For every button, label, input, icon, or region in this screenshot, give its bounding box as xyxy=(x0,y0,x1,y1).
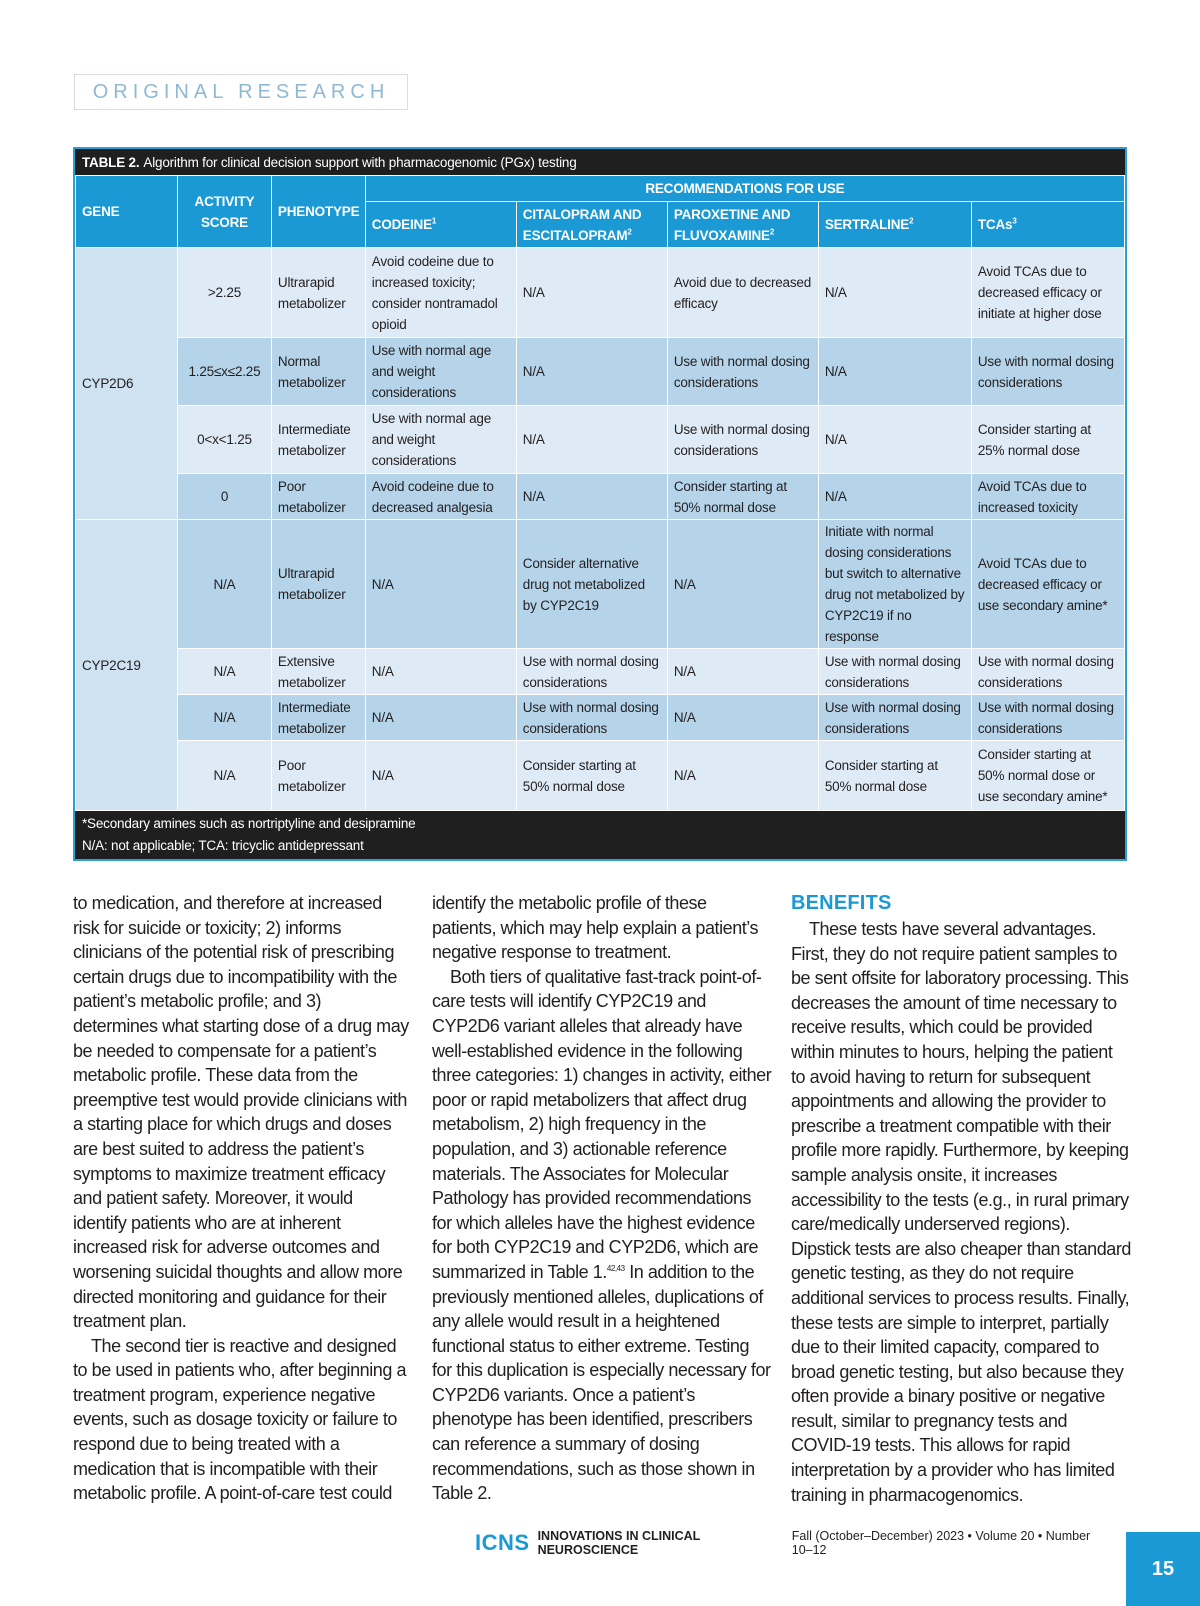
citation-ref: 42,43 xyxy=(606,1263,625,1273)
gene-cell: CYP2C19 xyxy=(76,520,178,811)
header-drug xyxy=(667,202,818,248)
recommendation-cell: N/A xyxy=(365,520,516,649)
header-drug xyxy=(818,202,971,248)
recommendation-cell: Avoid TCAs due to increased toxicity xyxy=(971,474,1124,520)
recommendation-cell: Use with normal age and weight considerations xyxy=(365,406,516,474)
header-drug-name: CITALOPRAM AND ESCITALOPRAM xyxy=(522,206,642,243)
activity-score-cell: 0 xyxy=(178,474,272,520)
recommendation-cell: Use with normal dosing considerations xyxy=(818,695,971,741)
header-gene: GENE xyxy=(76,176,178,248)
header-drug xyxy=(365,202,516,248)
table-caption-label: TABLE 2. xyxy=(82,154,140,170)
phenotype-cell: Ultrarapid metabolizer xyxy=(271,248,365,338)
recommendation-cell: Initiate with normal dosing considerations but switch to alternative drug not metabolized by CYP2C19 if no response xyxy=(818,520,971,649)
header-drug xyxy=(516,202,667,248)
recommendation-cell: Use with normal dosing considerations xyxy=(971,649,1124,695)
recommendation-cell: N/A xyxy=(667,520,818,649)
recommendation-cell: Avoid codeine due to increased toxicity; consider nontramadol opioid xyxy=(365,248,516,338)
journal-logo: ICNS xyxy=(475,1530,530,1555)
body-column-3 xyxy=(791,891,1131,1507)
body-column-1 xyxy=(73,891,409,1506)
phenotype-cell: Intermediate metabolizer xyxy=(271,406,365,474)
recommendation-cell: Consider starting at 50% normal dose xyxy=(818,741,971,811)
header-drug-ref: 2 xyxy=(769,227,775,236)
pgx-table xyxy=(73,147,1127,861)
header-phenotype: PHENOTYPE xyxy=(271,176,365,248)
recommendation-cell: N/A xyxy=(365,741,516,811)
header-drug-name: SERTRALINE xyxy=(824,217,910,232)
section-heading-benefits: BENEFITS xyxy=(791,892,892,914)
recommendation-cell: N/A xyxy=(516,474,667,520)
phenotype-cell: Poor metabolizer xyxy=(271,474,365,520)
recommendation-cell: Avoid codeine due to decreased analgesia xyxy=(365,474,516,520)
issue-info: Fall (October–December) 2023 • Volume 20 • Number 10–12 xyxy=(791,1529,1091,1557)
header-drug-ref: 2 xyxy=(627,227,632,236)
activity-score-cell: N/A xyxy=(178,649,272,695)
footnote: N/A: not applicable; TCA: tricyclic antidepressant xyxy=(82,838,364,853)
recommendation-cell: N/A xyxy=(818,474,971,520)
activity-score-cell: >2.25 xyxy=(178,248,272,338)
recommendation-cell: N/A xyxy=(667,649,818,695)
recommendation-cell: Avoid TCAs due to decreased efficacy or use secondary amine* xyxy=(971,520,1124,649)
recommendation-cell: N/A xyxy=(667,695,818,741)
recommendations-table xyxy=(75,175,1125,811)
recommendation-cell: Consider starting at 50% normal dose or use secondary amine* xyxy=(971,741,1124,811)
paragraph: The second tier is reactive and designed to be used in patients who, after beginning a treatment program, experience negative events, such as dosage toxicity or failure to respond due to being treated with a medication that is incompatible with their metabolic profile. A point-of-care test could xyxy=(73,1335,407,1504)
header-drug-ref: 2 xyxy=(909,216,914,226)
table-row xyxy=(76,695,1125,741)
activity-score-cell: N/A xyxy=(178,741,272,811)
recommendation-cell: N/A xyxy=(365,649,516,695)
header-drug-name: TCAs xyxy=(977,217,1013,232)
header-drug-name: PAROXETINE AND FLUVOXAMINE xyxy=(673,206,791,243)
recommendation-cell: N/A xyxy=(667,741,818,811)
recommendation-cell: Use with normal dosing considerations xyxy=(667,406,818,474)
recommendation-cell: Use with normal dosing considerations xyxy=(667,338,818,406)
section-label: ORIGINAL RESEARCH xyxy=(74,74,408,110)
table-row xyxy=(76,338,1125,406)
footnote: *Secondary amines such as nortriptyline and desipramine xyxy=(82,816,416,831)
recommendation-cell: Use with normal dosing considerations xyxy=(818,649,971,695)
recommendation-cell: Avoid due to decreased efficacy xyxy=(667,248,818,338)
body-column-2 xyxy=(432,891,772,1506)
activity-score-cell: N/A xyxy=(178,520,272,649)
recommendation-cell: Use with normal dosing considerations xyxy=(971,338,1124,406)
recommendation-cell: N/A xyxy=(818,338,971,406)
paragraph: identify the metabolic profile of these patients, which may help explain a patient’s negative response to treatment. xyxy=(432,893,759,963)
recommendation-cell: Consider starting at 50% normal dose xyxy=(667,474,818,520)
table-caption xyxy=(75,149,1125,175)
recommendation-cell: N/A xyxy=(818,248,971,338)
phenotype-cell: Normal metabolizer xyxy=(271,338,365,406)
phenotype-cell: Extensive metabolizer xyxy=(271,649,365,695)
paragraph: to medication, and therefore at increased risk for suicide or toxicity; 2) informs clinicians of the potential risk of prescribing certain drugs due to incompatibility with the patient’s metabolic profile; and 3) determines what starting dose of a drug may be needed to compensate for a patient’s metabolic profile. These data from the preemptive test would provide clinicians with a starting place for which drugs and doses are best suited to address the patient’s symptoms to maximize treatment efficacy and patient safety. Moreover, it would identify patients who are at inherent increased risk for adverse outcomes and worsening suicidal thoughts and allow more directed monitoring and guidance for their treatment plan. xyxy=(73,893,409,1332)
header-activity-score: ACTIVITY SCORE xyxy=(178,176,272,248)
recommendation-cell: Consider starting at 50% normal dose xyxy=(516,741,667,811)
recommendation-cell: Consider starting at 25% normal dose xyxy=(971,406,1124,474)
page-number: 15 xyxy=(1126,1532,1200,1606)
activity-score-cell: 1.25≤x≤2.25 xyxy=(178,338,272,406)
phenotype-cell: Ultrarapid metabolizer xyxy=(271,520,365,649)
table-row xyxy=(76,248,1125,338)
recommendation-cell: N/A xyxy=(516,406,667,474)
activity-score-cell: N/A xyxy=(178,695,272,741)
recommendation-cell: N/A xyxy=(818,406,971,474)
paragraph xyxy=(432,965,772,1506)
header-drug-name: CODEINE xyxy=(371,217,432,232)
header-drug xyxy=(971,202,1124,248)
table-row xyxy=(76,474,1125,520)
paragraph: These tests have several advantages. First, they do not require patient samples to be sent offsite for laboratory processing. This decreases the amount of time necessary to receive results, which could be provided within minutes to hours, helping the patient to avoid having to return for subsequent appointments and allowing the provider to prescribe a treatment compatible with their profile more rapidly. Furthermore, by keeping sample analysis onsite, it increases accessibility to the tests (e.g., in rural primary care/medically underserved regions). Dipstick tests are also cheaper than standard genetic testing, as they do not require additional services to process results. Finally, these tests are simple to interpret, partially due to their limited capacity, compared to broad genetic testing, but also because they often provide a binary positive or negative result, similar to pregnancy tests and COVID-19 tests. This allows for rapid interpretation by a provider who has limited training in pharmacogenomics. xyxy=(791,919,1131,1505)
recommendation-cell: N/A xyxy=(516,338,667,406)
recommendation-cell: Use with normal dosing considerations xyxy=(971,695,1124,741)
phenotype-cell: Poor metabolizer xyxy=(271,741,365,811)
header-drug-ref: 3 xyxy=(1012,216,1017,226)
recommendation-cell: N/A xyxy=(516,248,667,338)
recommendation-cell: Use with normal dosing considerations xyxy=(516,695,667,741)
recommendation-cell: Avoid TCAs due to decreased efficacy or initiate at higher dose xyxy=(971,248,1124,338)
header-recommendations: RECOMMENDATIONS FOR USE xyxy=(365,176,1124,202)
activity-score-cell: 0<x<1.25 xyxy=(178,406,272,474)
paragraph-text: Both tiers of qualitative fast-track point-of-care tests will identify CYP2C19 and CYP2D6 variant alleles that already have well-established evidence in the following three categories: 1) changes in activity, either poor or rapid metabolizers that affect drug metabolism, 2) high frequency in the population, and 3) actionable reference materials. The Associates for Molecular Pathology has provided recommendations for which alleles have the highest evidence for both CYP2C19 and CYP2D6, which are summarized in Table 1. xyxy=(432,966,772,1282)
table-row xyxy=(76,649,1125,695)
recommendation-cell: N/A xyxy=(365,695,516,741)
journal-name: INNOVATIONS IN CLINICAL NEUROSCIENCE xyxy=(537,1529,701,1557)
table-row xyxy=(76,406,1125,474)
table-row xyxy=(76,520,1125,649)
header-drug-ref: 1 xyxy=(431,216,437,226)
page-footer xyxy=(475,1528,1095,1558)
recommendation-cell: Use with normal dosing considerations xyxy=(516,649,667,695)
gene-cell: CYP2D6 xyxy=(76,248,178,520)
recommendation-cell: Use with normal age and weight considerations xyxy=(365,338,516,406)
paragraph-text: In addition to the previously mentioned alleles, duplications of any allele would result in a heightened functional status to either extreme. Testing for this duplication is especially necessary for CYP2D6 variants. Once a patient’s phenotype has been identified, prescribers can reference a summary of dosing recommendations, such as those shown in Table 2. xyxy=(432,1261,771,1504)
table-row xyxy=(76,741,1125,811)
table-caption-text: Algorithm for clinical decision support with pharmacogenomic (PGx) testing xyxy=(143,154,577,170)
recommendation-cell: Consider alternative drug not metabolized by CYP2C19 xyxy=(516,520,667,649)
table-footnotes xyxy=(75,811,1125,859)
phenotype-cell: Intermediate metabolizer xyxy=(271,695,365,741)
